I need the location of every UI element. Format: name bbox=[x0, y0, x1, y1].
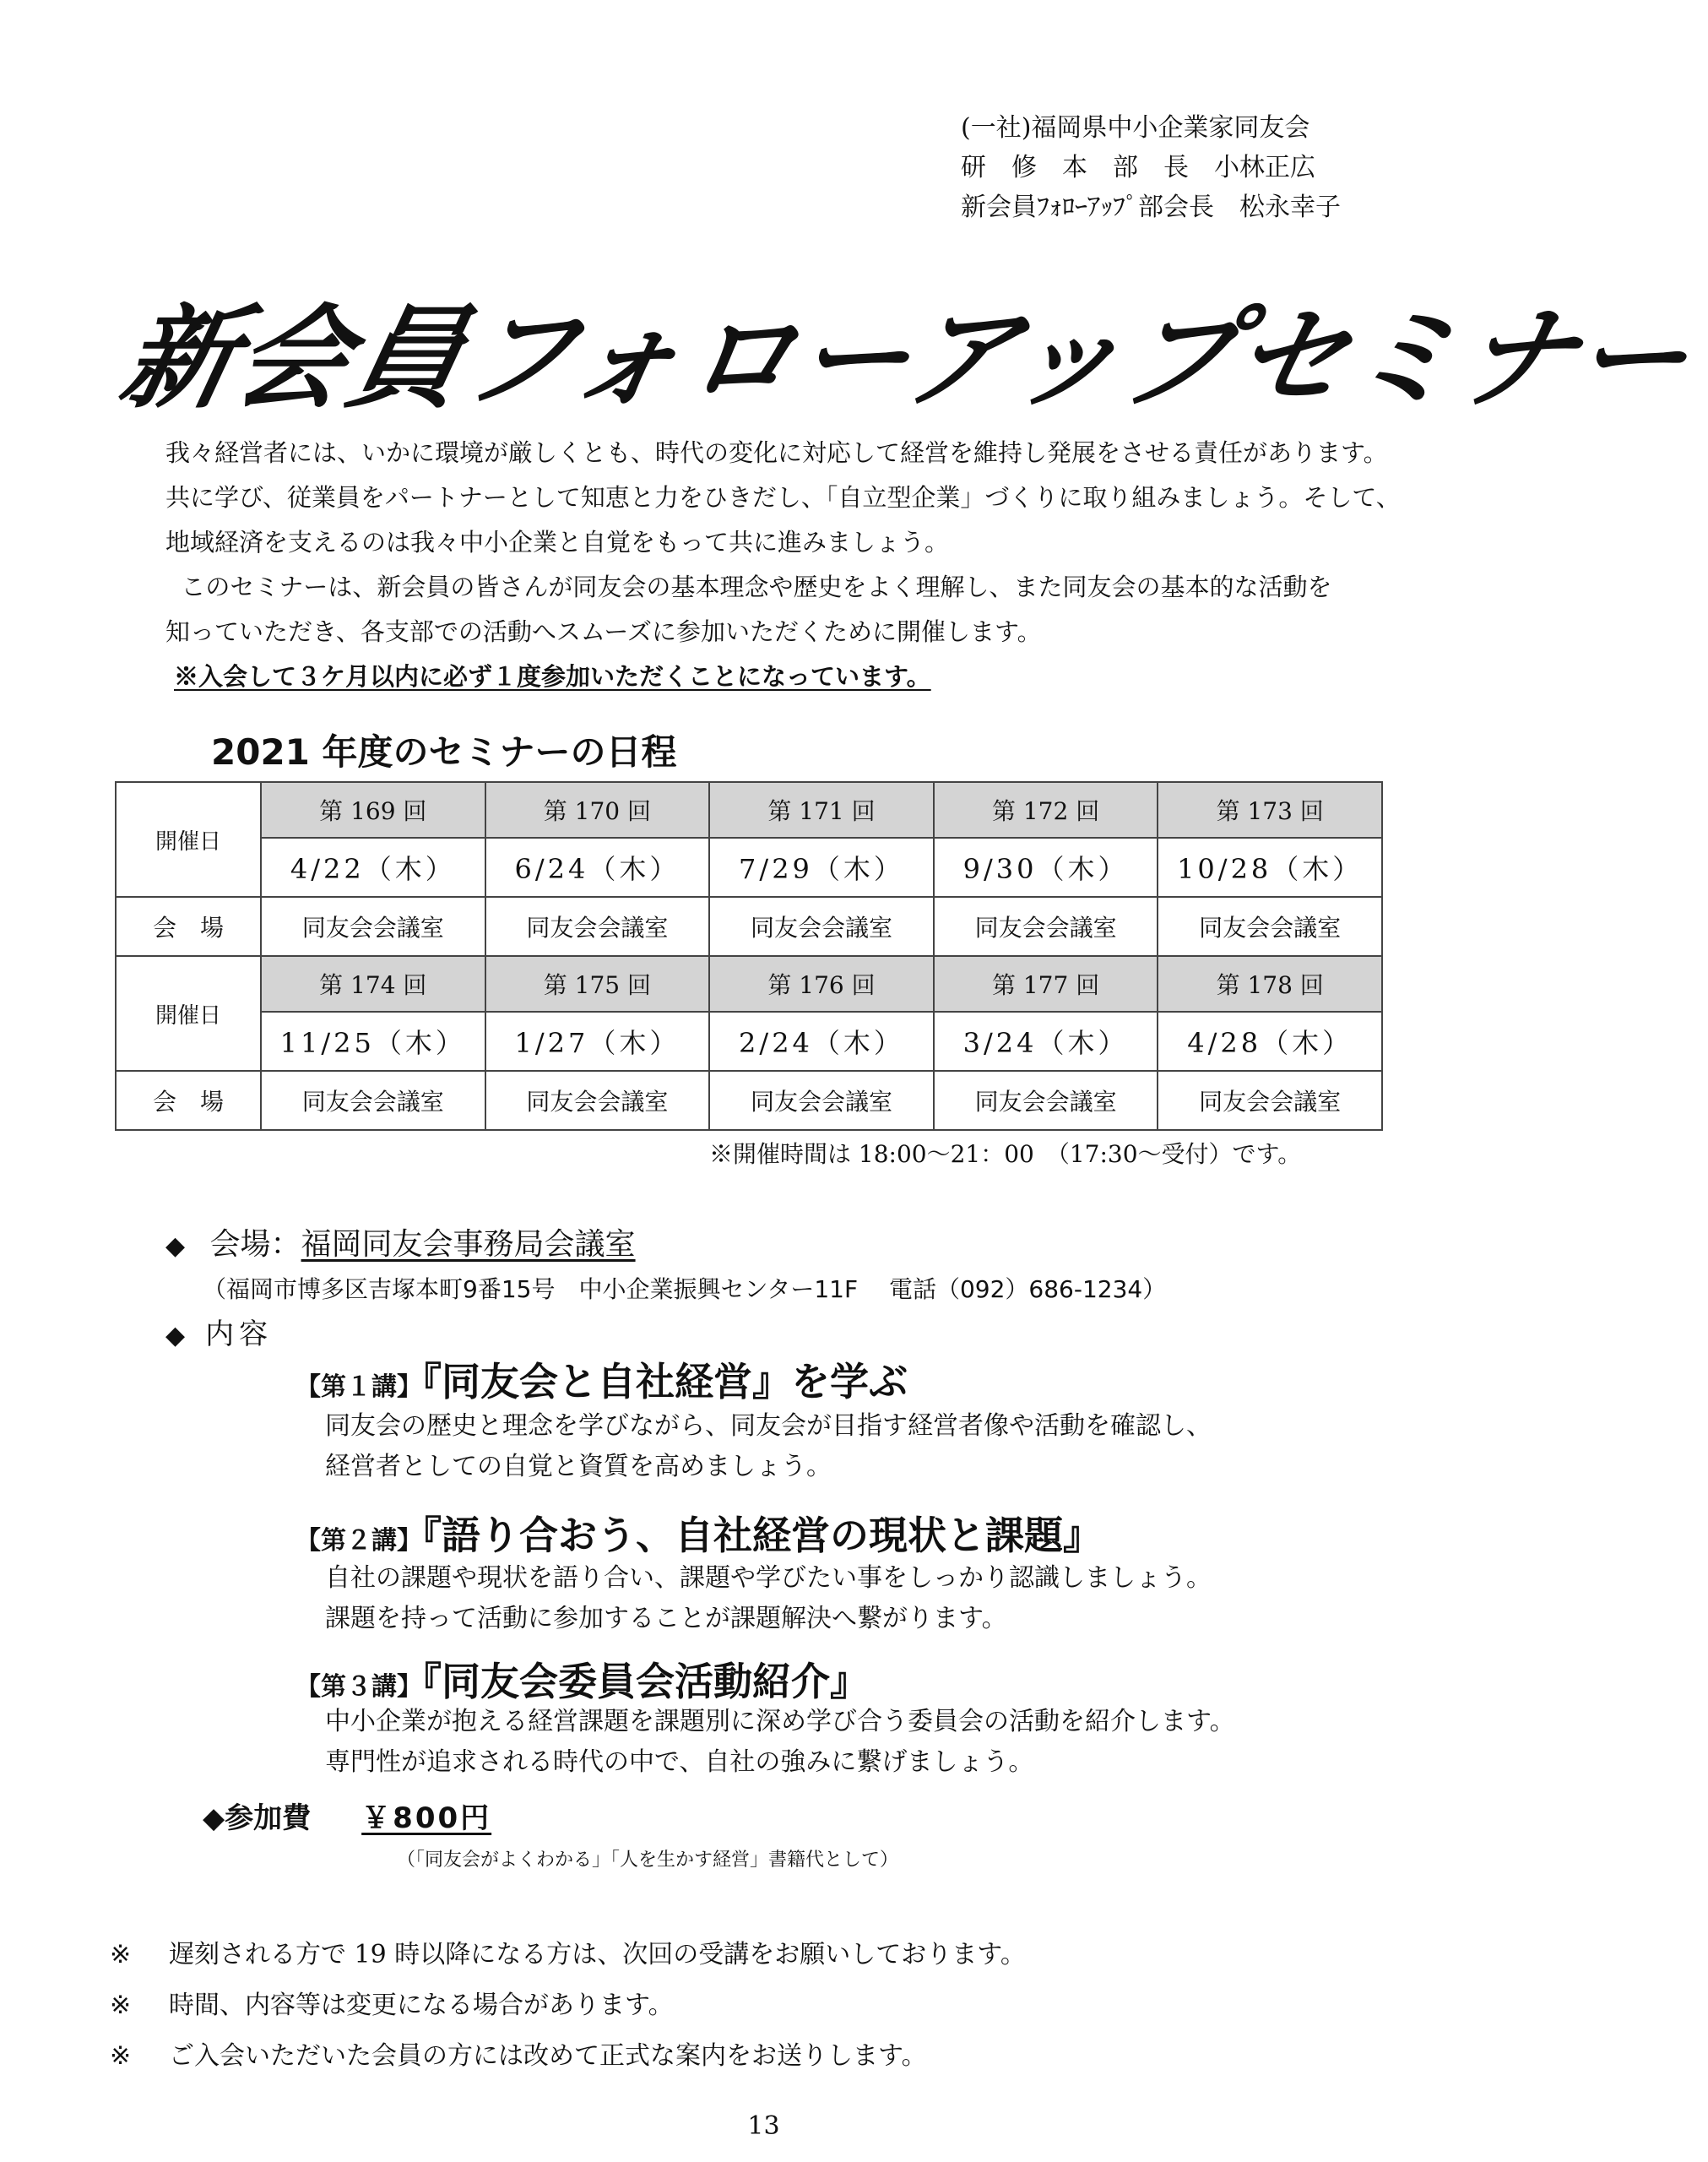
venue-row-label: 会 場 bbox=[116, 1071, 261, 1130]
session-venue: 同友会会議室 bbox=[934, 1071, 1158, 1130]
session-venue: 同友会会議室 bbox=[934, 897, 1158, 956]
lecture-tag: 【第１講】 bbox=[296, 1372, 422, 1402]
session-number: 第 169 回 bbox=[261, 782, 485, 838]
session-date: 3/24（木） bbox=[934, 1012, 1158, 1071]
intro-line: 我々経営者には、いかに環境が厳しくとも、時代の変化に対応して経営を維持し発展をさせる責任があります。 bbox=[165, 438, 1388, 467]
lecture-1-description: 同友会の歴史と理念を学びながら、同友会が目指す経営者像や活動を確認し、 経営者としての自覚と資質を高めましょう。 bbox=[325, 1411, 1212, 1481]
list-item: ※ 遅刻される方で 19 時以降になる方は、次回の受講をお願いしております。 bbox=[110, 1940, 1026, 1969]
intro-line: 共に学び、従業員をパートナーとして知恵と力をひきだし、「自立型企業」づくりに取り組みましょう。そして、 bbox=[165, 483, 1401, 512]
table-row bbox=[116, 838, 1382, 897]
intro-text bbox=[165, 431, 1449, 699]
session-venue: 同友会会議室 bbox=[261, 897, 485, 956]
lecture-title: 『語り合おう、自社経営の現状と課題』 bbox=[422, 1513, 1102, 1558]
venue-line bbox=[165, 1220, 636, 1263]
lecture-1-title bbox=[296, 1351, 908, 1407]
date-row-label: 開催日 bbox=[116, 782, 261, 897]
fee-line bbox=[203, 1795, 491, 1836]
session-date: 2/24（木） bbox=[709, 1012, 934, 1071]
session-venue: 同友会会議室 bbox=[261, 1071, 485, 1130]
organizer-section-head: 新会員ﾌｫﾛｰｱｯﾌﾟ部会長 松永幸子 bbox=[961, 193, 1341, 222]
fee-amount: ￥800円 bbox=[361, 1801, 492, 1835]
venue-row-label: 会 場 bbox=[116, 897, 261, 956]
session-date: 9/30（木） bbox=[934, 838, 1158, 897]
content-heading: ◆ 内容 bbox=[165, 1317, 274, 1351]
intro-note: ※入会して３ケ月以内に必ず１度参加いただくことになっています。 bbox=[174, 662, 931, 691]
session-number: 第 172 回 bbox=[934, 782, 1158, 838]
fee-label: ◆参加費 bbox=[203, 1801, 312, 1835]
venue-label: 会場： bbox=[209, 1227, 301, 1262]
organizer-director: 研 修 本 部 長 小林正広 bbox=[961, 153, 1315, 182]
notes-list bbox=[110, 1930, 1026, 2082]
lecture-title: 『同友会と自社経営』を学ぶ bbox=[422, 1359, 908, 1404]
session-venue: 同友会会議室 bbox=[485, 897, 710, 956]
table-row bbox=[116, 1012, 1382, 1071]
lecture-2-title bbox=[296, 1505, 1102, 1561]
intro-line: このセミナーは、新会員の皆さんが同友会の基本理念や歴史をよく理解し、また同友会の基本的な活動を bbox=[165, 573, 1332, 601]
session-venue: 同友会会議室 bbox=[485, 1071, 710, 1130]
list-item: ※ 時間、内容等は変更になる場合があります。 bbox=[110, 1991, 674, 2020]
table-row bbox=[116, 897, 1382, 956]
session-date: 4/28（木） bbox=[1158, 1012, 1382, 1071]
lecture-tag: 【第２講】 bbox=[296, 1526, 422, 1556]
session-number: 第 174 回 bbox=[261, 956, 485, 1012]
schedule-heading: 2021 年度のセミナーの日程 bbox=[211, 731, 677, 773]
intro-line: 知っていただき、各支部での活動へスムーズに参加いただくために開催します。 bbox=[165, 617, 1042, 646]
diamond-bullet-icon: ◆ bbox=[165, 1321, 191, 1350]
session-number: 第 171 回 bbox=[709, 782, 934, 838]
session-date: 10/28（木） bbox=[1158, 838, 1382, 897]
lecture-title: 『同友会委員会活動紹介』 bbox=[422, 1659, 869, 1704]
organizer-block bbox=[961, 108, 1501, 227]
venue-name: 福岡同友会事務局会議室 bbox=[301, 1227, 636, 1262]
fee-note: （「同友会がよくわかる」「人を生かす経営」書籍代として） bbox=[397, 1850, 899, 1871]
session-date: 11/25（木） bbox=[261, 1012, 485, 1071]
session-venue: 同友会会議室 bbox=[709, 897, 934, 956]
list-item: ※ ご入会いただいた会員の方には改めて正式な案内をお送りします。 bbox=[110, 2041, 927, 2071]
session-number: 第 170 回 bbox=[485, 782, 710, 838]
table-row bbox=[116, 782, 1382, 838]
page-title: 新会員フォローアップセミナー bbox=[111, 293, 1703, 424]
session-venue: 同友会会議室 bbox=[1158, 1071, 1382, 1130]
session-date: 6/24（木） bbox=[485, 838, 710, 897]
session-venue: 同友会会議室 bbox=[709, 1071, 934, 1130]
session-date: 1/27（木） bbox=[485, 1012, 710, 1071]
table-row bbox=[116, 956, 1382, 1012]
schedule-table bbox=[115, 781, 1383, 1131]
date-row-label: 開催日 bbox=[116, 956, 261, 1071]
intro-line: 地域経済を支えるのは我々中小企業と自覚をもって共に進みましょう。 bbox=[165, 528, 950, 557]
table-row bbox=[116, 1071, 1382, 1130]
schedule-time-note: ※開催時間は 18:00～21：00 （17:30～受付）です。 bbox=[709, 1140, 1302, 1168]
session-number: 第 177 回 bbox=[934, 956, 1158, 1012]
page-number: 13 bbox=[747, 2111, 780, 2141]
session-number: 第 176 回 bbox=[709, 956, 934, 1012]
lecture-3-description: 中小企業が抱える経営課題を課題別に深め学び合う委員会の活動を紹介します。 専門性が追求される時代の中で、自社の強みに繋げましょう。 bbox=[325, 1707, 1235, 1777]
session-date: 7/29（木） bbox=[709, 838, 934, 897]
venue-address: （福岡市博多区吉塚本町9番15号 中小企業振興センター11F 電話（092）686-1234） bbox=[203, 1275, 1167, 1303]
lecture-2-description: 自社の課題や現状を語り合い、課題や学びたい事をしっかり認識しましょう。 課題を持って活動に参加することが課題解決へ繋がります。 bbox=[325, 1563, 1212, 1633]
session-venue: 同友会会議室 bbox=[1158, 897, 1382, 956]
diamond-bullet-icon: ◆ bbox=[165, 1231, 186, 1261]
lecture-tag: 【第３講】 bbox=[296, 1672, 422, 1702]
session-number: 第 173 回 bbox=[1158, 782, 1382, 838]
session-date: 4/22（木） bbox=[261, 838, 485, 897]
organizer-name: (一社)福岡県中小企業家同友会 bbox=[961, 113, 1310, 143]
session-number: 第 178 回 bbox=[1158, 956, 1382, 1012]
lecture-3-title bbox=[296, 1651, 869, 1707]
session-number: 第 175 回 bbox=[485, 956, 710, 1012]
